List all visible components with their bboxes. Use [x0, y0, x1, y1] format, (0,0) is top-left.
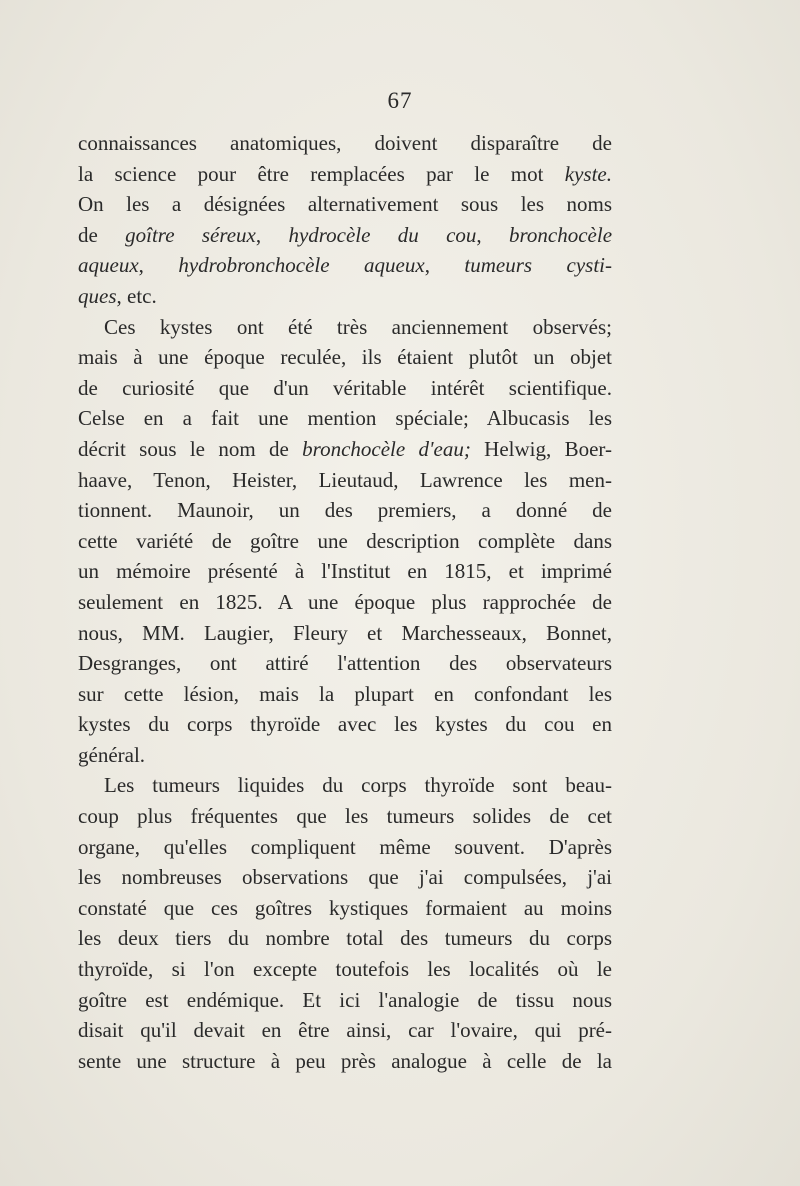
text-line — [78, 587, 612, 618]
text-run: général. — [78, 742, 146, 767]
italic-text: kyste. — [564, 161, 612, 186]
text-line — [78, 679, 612, 710]
text-run: décrit sous le nom de — [78, 436, 303, 461]
text-line — [78, 862, 612, 893]
text-run: tionnent. Maunoir, un des premiers, a donné de — [78, 498, 612, 523]
text-run: kystes du corps thyroïde avec les kystes du cou en — [78, 712, 612, 737]
text-line — [78, 1046, 612, 1077]
italic-text: bronchocèle — [509, 222, 612, 247]
text-run: sente une structure à peu près analogue à celle de la — [78, 1048, 612, 1073]
text-run: On les a désignées alternativement sous les noms — [78, 192, 612, 217]
text-run: , — [138, 253, 179, 278]
text-line — [78, 465, 612, 496]
italic-text: hydrobronchocèle aqueux — [178, 253, 425, 278]
text-line — [78, 556, 612, 587]
text-line — [78, 189, 612, 220]
text-line — [78, 740, 612, 771]
text-line — [78, 648, 612, 679]
text-line — [78, 403, 612, 434]
italic-text: goître séreux — [125, 222, 256, 247]
text-line — [78, 434, 612, 465]
text-run: cette variété de goître une description complète dans — [78, 528, 612, 553]
text-line — [78, 281, 612, 312]
text-run: sur cette lésion, mais la plupart en confondant les — [78, 681, 612, 706]
text-run: Desgranges, ont attiré l'attention des observateurs — [78, 651, 612, 676]
text-run: organe, qu'elles compliquent même souvent. D'après — [78, 834, 612, 859]
text-line — [78, 923, 612, 954]
text-line — [78, 342, 612, 373]
text-run: Ces kystes ont été très anciennement observés; — [104, 314, 612, 339]
text-run: seulement en 1825. A une époque plus rapprochée de — [78, 589, 612, 614]
text-line — [78, 128, 612, 159]
text-run: un mémoire présenté à l'Institut en 1815, et imprimé — [78, 559, 612, 584]
text-run: , — [424, 253, 465, 278]
page-number: 67 — [387, 88, 413, 113]
text-run: la science pour être remplacées par le mot — [78, 161, 565, 186]
text-line — [78, 495, 612, 526]
text-line — [78, 373, 612, 404]
italic-text: bronchocèle d'eau; — [302, 436, 471, 461]
text-run: Helwig, Boer- — [470, 436, 612, 461]
text-line — [78, 159, 612, 190]
text-line — [78, 985, 612, 1016]
italic-text: tumeurs cysti- — [464, 253, 612, 278]
text-line — [78, 312, 612, 343]
text-run: les nombreuses observations que j'ai compulsées, j'ai — [78, 865, 612, 890]
text-run: , etc. — [116, 283, 157, 308]
text-run: haave, Tenon, Heister, Lieutaud, Lawrence les men- — [78, 467, 612, 492]
text-run: goître est endémique. Et ici l'analogie de tissu nous — [78, 987, 612, 1012]
text-run: coup plus fréquentes que les tumeurs solides de cet — [78, 804, 612, 829]
text-run: thyroïde, si l'on excepte toutefois les localités où le — [78, 957, 612, 982]
text-run: connaissances anatomiques, doivent disparaître de — [78, 131, 612, 155]
text-run: de — [78, 222, 126, 247]
text-line — [78, 709, 612, 740]
text-run: Celse en a fait une mention spéciale; Albucasis les — [78, 406, 612, 431]
italic-text: ques — [78, 283, 117, 308]
text-run: de curiosité que d'un véritable intérêt scientifique. — [78, 375, 612, 400]
text-run: , — [255, 222, 289, 247]
text-run: nous, MM. Laugier, Fleury et Marchesseaux, Bonnet, — [78, 620, 612, 645]
text-line — [78, 526, 612, 557]
text-run: , — [476, 222, 509, 247]
italic-text: hydrocèle du cou — [288, 222, 477, 247]
text-line — [78, 618, 612, 649]
text-run: constaté que ces goîtres kystiques formaient au moins — [78, 895, 612, 920]
text-line — [78, 832, 612, 863]
text-line — [78, 1015, 612, 1046]
text-run: disait qu'il devait en être ainsi, car l'ovaire, qui pré- — [78, 1018, 612, 1043]
text-run: mais à une époque reculée, ils étaient plutôt un objet — [78, 345, 612, 370]
text-run: Les tumeurs liquides du corps thyroïde sont beau- — [104, 773, 612, 798]
text-run: les deux tiers du nombre total des tumeurs du corps — [78, 926, 612, 951]
text-line — [78, 250, 612, 281]
text-line — [78, 954, 612, 985]
text-line — [78, 893, 612, 924]
text-line — [78, 770, 612, 801]
italic-text: aqueux — [78, 253, 139, 278]
body-text — [78, 128, 612, 1076]
text-line — [78, 220, 612, 251]
text-line — [78, 801, 612, 832]
